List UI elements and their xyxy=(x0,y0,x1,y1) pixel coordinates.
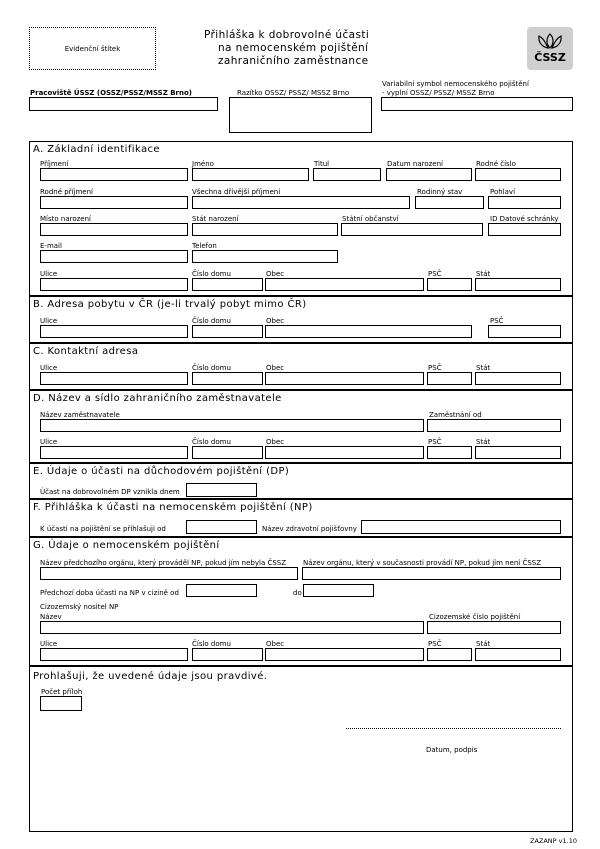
evidence-stamp-label: Evidenční štítek xyxy=(64,45,121,53)
label-drivejsi-prijmeni: Všechna dřívější příjmení xyxy=(192,188,281,196)
label-g-obec: Obec xyxy=(266,640,285,648)
d-ulice-field[interactable] xyxy=(40,446,188,459)
cssz-logo xyxy=(527,27,573,70)
rodne-cislo-field[interactable] xyxy=(475,168,561,181)
email-field[interactable] xyxy=(40,250,188,263)
d-psc-field[interactable] xyxy=(427,446,472,459)
razitko-field[interactable] xyxy=(229,97,372,133)
label-g-ulice: Ulice xyxy=(40,640,58,648)
g-ulice-field[interactable] xyxy=(40,648,188,661)
titul-field[interactable] xyxy=(313,168,381,181)
title-line-1: Přihláška k dobrovolné účasti xyxy=(204,29,370,41)
section-d-title: D. Název a sídlo zahraničního zaměstnavatele xyxy=(33,393,282,404)
label-rodne-cislo: Rodné číslo xyxy=(476,160,516,168)
label-jmeno: Jméno xyxy=(192,160,214,168)
g-psc-field[interactable] xyxy=(427,648,472,661)
label-g-psc: PSČ xyxy=(428,640,442,648)
stat-narozeni-field[interactable] xyxy=(192,223,338,236)
label-ulice: Ulice xyxy=(40,270,58,278)
label-g-nazev: Název xyxy=(40,613,62,621)
label-statni-obcanstvi: Státní občanství xyxy=(342,215,399,223)
label-b-cislo-domu: Číslo domu xyxy=(192,317,231,325)
section-e-title: E. Údaje o účasti na důchodovém pojištění (DP) xyxy=(33,466,290,477)
label-g-cislo-domu: Číslo domu xyxy=(192,640,231,648)
label-ucast-dp: Účast na dobrovolném DP vznikla dnem xyxy=(40,488,180,496)
label-pocet-priloh: Počet příloh xyxy=(41,688,83,696)
pocet-priloh-field[interactable] xyxy=(40,696,82,711)
label-predchozi-organ: Název předchozího orgánu, který prováděl NP, pokud jím nebyla ČSSZ xyxy=(40,559,287,567)
section-d xyxy=(29,390,573,463)
g-nazev-field[interactable] xyxy=(40,621,424,634)
soucasny-organ-field[interactable] xyxy=(302,567,561,580)
title-line-3: zahraničního zaměstnance xyxy=(218,55,369,67)
section-g-title: G. Údaje o nemocenském pojištění xyxy=(33,540,220,551)
id-datove-schranky-field[interactable] xyxy=(488,223,561,236)
declaration-section xyxy=(29,666,573,832)
b-psc-field[interactable] xyxy=(488,325,561,338)
predchozi-doba-od-field[interactable] xyxy=(186,584,257,597)
label-c-stat: Stát xyxy=(476,364,491,372)
label-telefon: Telefon xyxy=(192,242,217,250)
workplace-label: Pracoviště ÚSSZ (OSSZ/PSSZ/MSSZ Brno) xyxy=(30,89,192,97)
nazev-zamestnavatele-field[interactable] xyxy=(40,419,424,432)
label-predchozi-doba: Předchozí doba účasti na NP v cizině od xyxy=(40,589,179,597)
d-cislo-domu-field[interactable] xyxy=(192,446,263,459)
label-c-psc: PSČ xyxy=(428,364,442,372)
label-d-ulice: Ulice xyxy=(40,438,58,446)
section-a xyxy=(29,141,573,296)
g-cislo-domu-field[interactable] xyxy=(192,648,263,661)
label-rodne-prijmeni: Rodné příjmení xyxy=(40,188,93,196)
b-obec-field[interactable] xyxy=(265,325,472,338)
label-nositel: Cizozemský nositel NP xyxy=(40,603,119,611)
prijmeni-field[interactable] xyxy=(40,168,188,181)
label-stat-narozeni: Stát narození xyxy=(192,215,239,223)
section-a-title: A. Základní identifikace xyxy=(33,144,160,155)
label-pohlavi: Pohlaví xyxy=(490,188,516,196)
razitko-label: Razítko OSSZ/ PSSZ/ MSSZ Brno xyxy=(237,89,350,97)
ucast-dp-field[interactable] xyxy=(186,483,257,497)
label-d-psc: PSČ xyxy=(428,438,442,446)
d-stat-field[interactable] xyxy=(475,446,561,459)
section-f xyxy=(29,499,573,537)
section-b-title: B. Adresa pobytu v ČR (je-li trvalý pobyt mimo ČR) xyxy=(33,299,307,310)
varsym-field[interactable] xyxy=(381,97,573,111)
g-stat-field[interactable] xyxy=(475,648,561,661)
label-do: do xyxy=(293,589,302,597)
label-zamestnani-od: Zaměstnání od xyxy=(429,411,482,419)
cizozemske-cislo-field[interactable] xyxy=(427,621,561,634)
label-b-psc: PSČ xyxy=(490,317,504,325)
b-ulice-field[interactable] xyxy=(40,325,188,338)
evidence-stamp-box xyxy=(29,27,156,70)
c-cislo-domu-field[interactable] xyxy=(192,372,263,385)
section-b xyxy=(29,296,573,343)
label-nazev-zamestnavatele: Název zaměstnavatele xyxy=(40,411,120,419)
label-stat: Stát xyxy=(476,270,491,278)
label-datum-narozeni: Datum narození xyxy=(387,160,443,168)
label-misto-narozeni: Místo narození xyxy=(40,215,91,223)
label-email: E-mail xyxy=(40,242,62,250)
predchozi-organ-field[interactable] xyxy=(40,567,298,580)
c-obec-field[interactable] xyxy=(265,372,424,385)
label-titul: Titul xyxy=(314,160,330,168)
section-g xyxy=(29,537,573,666)
statni-obcanstvi-field[interactable] xyxy=(341,223,483,236)
label-obec: Obec xyxy=(266,270,285,278)
misto-narozeni-field[interactable] xyxy=(40,223,188,236)
section-e xyxy=(29,463,573,499)
label-d-cislo-domu: Číslo domu xyxy=(192,438,231,446)
declaration-text: Prohlašuji, že uvedené údaje jsou pravdivé. xyxy=(33,671,268,682)
signature-line[interactable] xyxy=(346,728,561,729)
predchozi-doba-do-field[interactable] xyxy=(303,584,374,597)
label-cizozemske-cislo: Cizozemské číslo pojištění xyxy=(429,613,521,621)
label-d-obec: Obec xyxy=(266,438,285,446)
label-zdravotni-pojistovna: Název zdravotní pojišťovny xyxy=(262,525,357,533)
psc-field[interactable] xyxy=(427,278,472,291)
pohlavi-field[interactable] xyxy=(488,196,561,209)
label-datum-podpis: Datum, podpis xyxy=(426,746,478,754)
label-b-ulice: Ulice xyxy=(40,317,58,325)
section-f-title: F. Přihláška k účasti na nemocenském pojištění (NP) xyxy=(33,502,313,513)
label-g-stat: Stát xyxy=(476,640,491,648)
flower-icon xyxy=(527,30,573,52)
d-obec-field[interactable] xyxy=(265,446,424,459)
section-c xyxy=(29,343,573,390)
jmeno-field[interactable] xyxy=(192,168,309,181)
prihlasuji-od-field[interactable] xyxy=(186,520,257,534)
label-prijmeni: Příjmení xyxy=(40,160,69,168)
label-d-stat: Stát xyxy=(476,438,491,446)
section-c-title: C. Kontaktní adresa xyxy=(33,346,139,357)
rodinny-stav-field[interactable] xyxy=(415,196,484,209)
workplace-field[interactable] xyxy=(29,97,218,111)
label-rodinny-stav: Rodinný stav xyxy=(417,188,463,196)
obec-field[interactable] xyxy=(265,278,424,291)
g-obec-field[interactable] xyxy=(265,648,424,661)
label-prihlasuji-od: K účasti na pojištění se přihlašuji od xyxy=(40,525,166,533)
cislo-domu-field[interactable] xyxy=(192,278,263,291)
zdravotni-pojistovna-field[interactable] xyxy=(361,520,561,534)
label-soucasny-organ: Název orgánu, který v současnosti provádí NP, pokud jím není ČSSZ xyxy=(303,559,542,567)
label-b-obec: Obec xyxy=(266,317,285,325)
form-title xyxy=(204,29,404,68)
title-line-2: na nemocenském pojištění xyxy=(218,42,369,54)
stat-field[interactable] xyxy=(475,278,561,291)
c-psc-field[interactable] xyxy=(427,372,472,385)
rodne-prijmeni-field[interactable] xyxy=(40,196,188,209)
b-cislo-domu-field[interactable] xyxy=(192,325,263,338)
logo-text: ČSSZ xyxy=(534,51,566,64)
telefon-field[interactable] xyxy=(192,250,338,263)
zamestnani-od-field[interactable] xyxy=(427,419,561,432)
label-id-datove-schranky: ID Datové schránky xyxy=(490,215,559,223)
ulice-field[interactable] xyxy=(40,278,188,291)
c-ulice-field[interactable] xyxy=(40,372,188,385)
label-c-cislo-domu: Číslo domu xyxy=(192,364,231,372)
c-stat-field[interactable] xyxy=(475,372,561,385)
varsym-label-1: Variabilní symbol nemocenského pojištění xyxy=(382,80,529,88)
label-c-ulice: Ulice xyxy=(40,364,58,372)
label-cislo-domu: Číslo domu xyxy=(192,270,231,278)
varsym-label-2: - vyplní OSSZ/ PSSZ/ MSSZ Brno xyxy=(382,89,495,97)
datum-narozeni-field[interactable] xyxy=(386,168,472,181)
label-psc: PSČ xyxy=(428,270,442,278)
drivejsi-prijmeni-field[interactable] xyxy=(192,196,410,209)
label-c-obec: Obec xyxy=(266,364,285,372)
form-version: ZAZANP v1.10 xyxy=(530,837,577,845)
